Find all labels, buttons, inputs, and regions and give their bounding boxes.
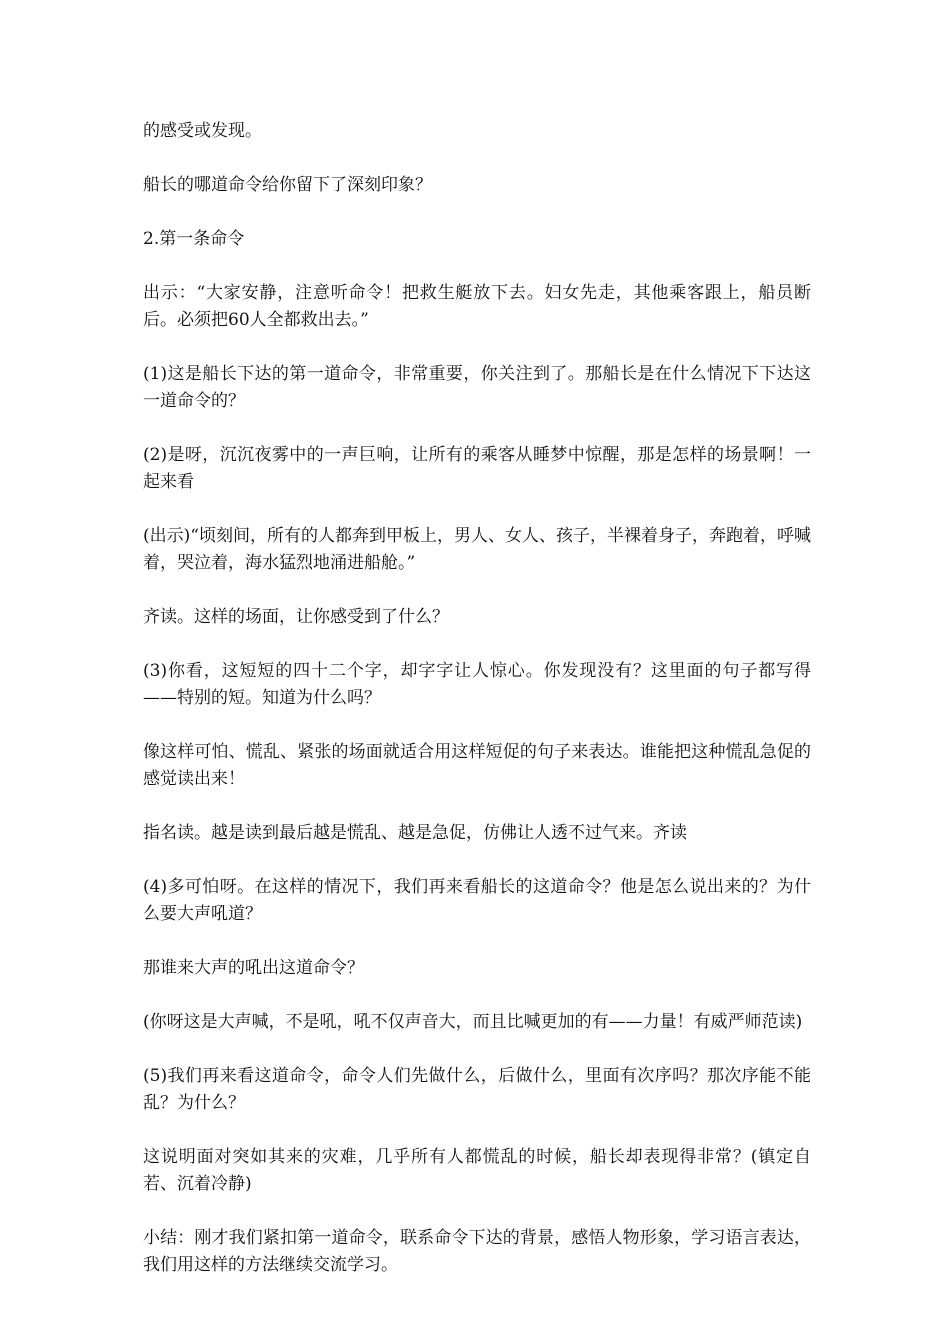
- paragraph: (你呀这是大声喊，不是吼，吼不仅声音大，而且比喊更加的有——力量！有威严师范读): [143, 1012, 803, 1032]
- paragraph: 的感受或发现。: [143, 121, 262, 141]
- paragraph: 像这样可怕、慌乱、紧张的场面就适合用这样短促的句子来表达。谁能把这种慌乱急促的感觉读出来！: [143, 742, 811, 789]
- paragraph: (2)是呀，沉沉夜雾中的一声巨响，让所有的乘客从睡梦中惊醒，那是怎样的场景啊！一起来看: [143, 445, 811, 492]
- paragraph: (1)这是船长下达的第一道命令，非常重要，你关注到了。那船长是在什么情况下下达这一道命令的？: [143, 364, 811, 411]
- paragraph: 船长的哪道命令给你留下了深刻印象？: [143, 175, 432, 195]
- paragraph: (4)多可怕呀。在这样的情况下，我们再来看船长的这道命令？他是怎么说出来的？为什么要大声吼道？: [143, 877, 811, 924]
- paragraph: 指名读。越是读到最后越是慌乱、越是急促，仿佛让人透不过气来。齐读: [143, 823, 687, 843]
- summary-paragraph: 小结：刚才我们紧扣第一道命令，联系命令下达的背景，感悟人物形象，学习语言表达，我们用这样的方法继续交流学习。: [143, 1228, 811, 1275]
- paragraph: 齐读。这样的场面，让你感受到了什么？: [143, 607, 449, 627]
- paragraph: (3)你看，这短短的四十二个字，却字字让人惊心。你发现没有？这里面的句子都写得——特别的短。知道为什么吗？: [143, 661, 811, 708]
- paragraph: 出示：“大家安静，注意听命令！把救生艇放下去。妇女先走，其他乘客跟上，船员断后。必须把60人全都救出去。”: [143, 283, 811, 330]
- paragraph: (5)我们再来看这道命令，命令人们先做什么，后做什么，里面有次序吗？那次序能不能乱？为什么？: [143, 1066, 811, 1113]
- paragraph: 这说明面对突如其来的灾难，几乎所有人都慌乱的时候，船长却表现得非常？(镇定自若、沉着冷静): [143, 1147, 811, 1194]
- paragraph: (出示)“顷刻间，所有的人都奔到甲板上，男人、女人、孩子，半裸着身子，奔跑着，呼喊着，哭泣着，海水猛烈地涌进船舱。”: [143, 526, 811, 573]
- document-body: [143, 118, 811, 1306]
- paragraph: 那谁来大声的吼出这道命令？: [143, 958, 364, 978]
- section-heading: 2.第一条命令: [143, 229, 245, 249]
